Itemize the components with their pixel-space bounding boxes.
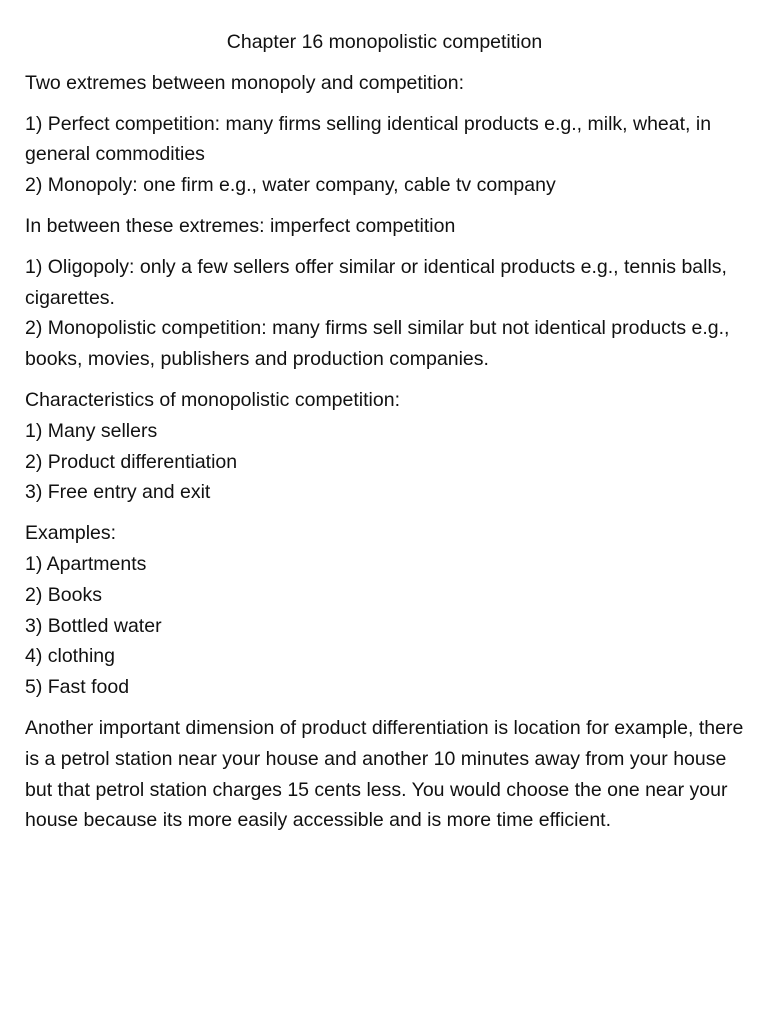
examples-section <box>25 518 744 703</box>
closing-paragraph: Another important dimension of product differentiation is location for example, there is a petrol station near your house and another 10 minutes away from your house but that petrol station charges 15 cents less. You would choose the one near your house because its more easily accessible and is more time efficient. <box>25 716 744 832</box>
list-item: 1) Oligopoly: only a few sellers offer similar or identical products e.g., tennis balls, cigarettes. <box>25 255 727 309</box>
examples-heading: Examples: <box>25 522 117 545</box>
page-title: Chapter 16 monopolistic competition <box>226 31 543 53</box>
list-item: 1) Many sellers <box>25 419 158 442</box>
list-item: 2) Books <box>25 583 102 606</box>
list-item: 1) Perfect competition: many firms selling identical products e.g., milk, wheat, in general commodities <box>25 112 712 166</box>
list-item: 3) Free entry and exit <box>25 481 211 504</box>
intro-paragraph: Two extremes between monopoly and competition: <box>25 71 464 94</box>
between-heading: In between these extremes: imperfect competition <box>25 214 456 237</box>
list-item: 2) Monopolistic competition: many firms sell similar but not identical products e.g., books, movies, publishers and production companies. <box>25 317 730 371</box>
list-item: 2) Product differentiation <box>25 450 238 473</box>
extremes-list <box>25 109 744 201</box>
list-item: 1) Apartments <box>25 552 147 575</box>
list-item: 2) Monopoly: one firm e.g., water company, cable tv company <box>25 174 556 197</box>
imperfect-competition-list <box>25 252 744 375</box>
list-item: 5) Fast food <box>25 676 130 699</box>
list-item: 4) clothing <box>25 645 115 668</box>
list-item: 3) Bottled water <box>25 614 162 637</box>
characteristics-heading: Characteristics of monopolistic competition: <box>25 388 400 411</box>
characteristics-section <box>25 385 744 508</box>
